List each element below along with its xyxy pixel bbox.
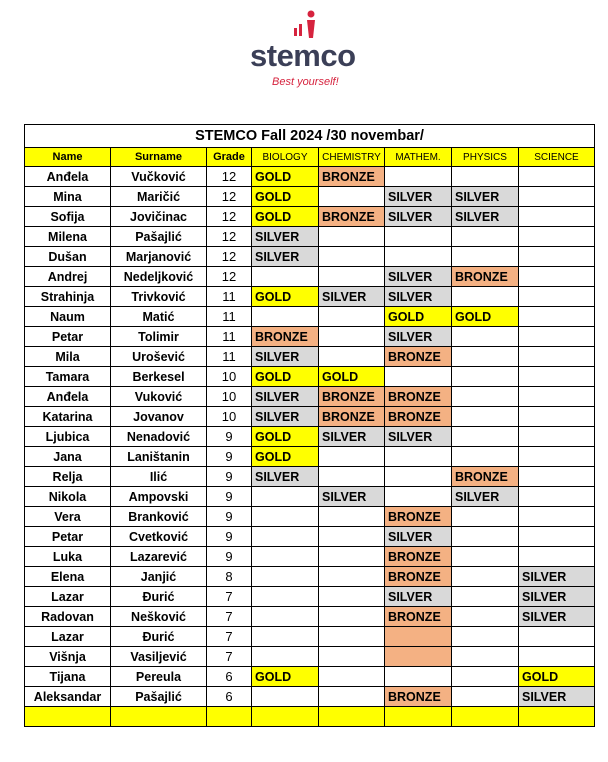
medal-biology (252, 587, 319, 607)
student-name: Relja (25, 467, 111, 487)
medal-physics (452, 627, 519, 647)
student-name: Višnja (25, 647, 111, 667)
student-surname: Pereula (111, 667, 207, 687)
header-chemistry: CHEMISTRY (319, 148, 385, 167)
stemco-figure-icon (280, 10, 330, 40)
student-grade: 9 (207, 507, 252, 527)
table-row (25, 227, 595, 247)
medal-mathem: SILVER (385, 587, 452, 607)
medal-biology (252, 627, 319, 647)
student-name: Milena (25, 227, 111, 247)
medal-mathem: SILVER (385, 267, 452, 287)
medal-physics (452, 547, 519, 567)
medal-biology: GOLD (252, 447, 319, 467)
footer-cell (25, 707, 111, 727)
medal-science (519, 427, 595, 447)
medal-mathem: SILVER (385, 527, 452, 547)
medal-physics: SILVER (452, 187, 519, 207)
table-row (25, 367, 595, 387)
medal-biology: SILVER (252, 347, 319, 367)
student-surname: Matić (111, 307, 207, 327)
medal-mathem: SILVER (385, 207, 452, 227)
header-grade: Grade (207, 148, 252, 167)
header-physics: PHYSICS (452, 148, 519, 167)
medal-mathem: BRONZE (385, 387, 452, 407)
medal-science (519, 307, 595, 327)
student-name: Andrej (25, 267, 111, 287)
medal-chemistry: GOLD (319, 367, 385, 387)
medal-physics (452, 367, 519, 387)
student-surname: Marjanović (111, 247, 207, 267)
medal-physics: SILVER (452, 207, 519, 227)
medal-biology: SILVER (252, 387, 319, 407)
medal-chemistry: BRONZE (319, 387, 385, 407)
medal-chemistry: BRONZE (319, 167, 385, 187)
table-row (25, 387, 595, 407)
medal-biology (252, 567, 319, 587)
footer-cell (252, 707, 319, 727)
student-grade: 7 (207, 647, 252, 667)
student-surname: Lazarević (111, 547, 207, 567)
medal-science: SILVER (519, 587, 595, 607)
table-row (25, 267, 595, 287)
medal-biology: GOLD (252, 207, 319, 227)
table-row (25, 287, 595, 307)
student-grade: 8 (207, 567, 252, 587)
student-name: Aleksandar (25, 687, 111, 707)
medal-chemistry (319, 527, 385, 547)
medal-physics (452, 227, 519, 247)
medal-biology: GOLD (252, 427, 319, 447)
medal-science: SILVER (519, 607, 595, 627)
header-surname: Surname (111, 148, 207, 167)
student-surname: Cvetković (111, 527, 207, 547)
student-grade: 9 (207, 527, 252, 547)
medal-science (519, 527, 595, 547)
medal-mathem: BRONZE (385, 567, 452, 587)
student-surname: Nenadović (111, 427, 207, 447)
medal-physics (452, 667, 519, 687)
table-row (25, 327, 595, 347)
table-row (25, 247, 595, 267)
header-biology: BIOLOGY (252, 148, 319, 167)
medal-physics (452, 607, 519, 627)
student-name: Tamara (25, 367, 111, 387)
table-row (25, 647, 595, 667)
medal-mathem (385, 667, 452, 687)
medal-mathem: GOLD (385, 307, 452, 327)
student-grade: 11 (207, 287, 252, 307)
student-surname: Vasiljević (111, 647, 207, 667)
table-row (25, 407, 595, 427)
medal-science (519, 447, 595, 467)
medal-physics (452, 647, 519, 667)
medal-physics (452, 167, 519, 187)
medal-science (519, 287, 595, 307)
medal-chemistry (319, 447, 385, 467)
medal-science (519, 267, 595, 287)
medal-science (519, 487, 595, 507)
medal-physics (452, 447, 519, 467)
footer-row (25, 707, 595, 727)
student-name: Mila (25, 347, 111, 367)
footer-cell (207, 707, 252, 727)
medal-chemistry (319, 647, 385, 667)
student-surname: Đurić (111, 627, 207, 647)
medal-chemistry (319, 267, 385, 287)
medal-physics (452, 687, 519, 707)
student-grade: 9 (207, 427, 252, 447)
medal-chemistry (319, 227, 385, 247)
medal-mathem: SILVER (385, 287, 452, 307)
table-row (25, 187, 595, 207)
student-name: Sofija (25, 207, 111, 227)
student-name: Anđela (25, 387, 111, 407)
student-surname: Tolimir (111, 327, 207, 347)
student-grade: 12 (207, 167, 252, 187)
table-row (25, 307, 595, 327)
medal-biology: BRONZE (252, 327, 319, 347)
table-row (25, 667, 595, 687)
student-name: Jana (25, 447, 111, 467)
student-grade: 7 (207, 627, 252, 647)
student-grade: 10 (207, 387, 252, 407)
medal-science (519, 327, 595, 347)
medal-science (519, 247, 595, 267)
student-name: Anđela (25, 167, 111, 187)
medal-biology (252, 307, 319, 327)
student-grade: 10 (207, 407, 252, 427)
medal-mathem (385, 467, 452, 487)
medal-physics: BRONZE (452, 467, 519, 487)
student-surname: Maričić (111, 187, 207, 207)
student-grade: 12 (207, 227, 252, 247)
medal-biology: GOLD (252, 167, 319, 187)
medal-physics: BRONZE (452, 267, 519, 287)
medal-science (519, 507, 595, 527)
medal-science (519, 187, 595, 207)
header-mathem: MATHEM. (385, 148, 452, 167)
student-surname: Ilić (111, 467, 207, 487)
footer-cell (519, 707, 595, 727)
medal-mathem (385, 447, 452, 467)
medal-chemistry (319, 347, 385, 367)
student-surname: Jovanov (111, 407, 207, 427)
student-surname: Trivković (111, 287, 207, 307)
header-name: Name (25, 148, 111, 167)
student-name: Dušan (25, 247, 111, 267)
header-row (25, 148, 595, 167)
table-row (25, 567, 595, 587)
table-row (25, 527, 595, 547)
table-row (25, 587, 595, 607)
table-row (25, 167, 595, 187)
medal-biology: SILVER (252, 247, 319, 267)
student-grade: 7 (207, 587, 252, 607)
footer-cell (319, 707, 385, 727)
table-row (25, 607, 595, 627)
medal-biology (252, 507, 319, 527)
student-grade: 6 (207, 687, 252, 707)
medal-chemistry (319, 247, 385, 267)
student-grade: 12 (207, 267, 252, 287)
medal-physics (452, 287, 519, 307)
medal-biology (252, 547, 319, 567)
student-grade: 6 (207, 667, 252, 687)
medal-chemistry (319, 667, 385, 687)
student-surname: Vuković (111, 387, 207, 407)
medal-biology (252, 607, 319, 627)
medal-science (519, 467, 595, 487)
medal-physics: SILVER (452, 487, 519, 507)
student-surname: Vučković (111, 167, 207, 187)
medal-chemistry (319, 467, 385, 487)
footer-cell (385, 707, 452, 727)
student-surname: Berkesel (111, 367, 207, 387)
medal-physics (452, 327, 519, 347)
medal-chemistry: BRONZE (319, 407, 385, 427)
footer-cell (111, 707, 207, 727)
student-grade: 12 (207, 207, 252, 227)
brand-tagline: Best yourself! (272, 76, 339, 88)
medal-mathem: BRONZE (385, 687, 452, 707)
medal-biology: SILVER (252, 467, 319, 487)
student-grade: 9 (207, 447, 252, 467)
student-name: Lazar (25, 587, 111, 607)
student-name: Nikola (25, 487, 111, 507)
student-surname: Janjić (111, 567, 207, 587)
medal-mathem: BRONZE (385, 547, 452, 567)
medal-chemistry (319, 607, 385, 627)
medal-biology (252, 527, 319, 547)
medal-physics: GOLD (452, 307, 519, 327)
student-grade: 9 (207, 467, 252, 487)
medal-chemistry (319, 627, 385, 647)
medal-mathem (385, 227, 452, 247)
table-row (25, 487, 595, 507)
table-row (25, 207, 595, 227)
student-name: Katarina (25, 407, 111, 427)
medal-chemistry (319, 547, 385, 567)
medal-physics (452, 387, 519, 407)
medal-mathem (385, 647, 452, 667)
student-surname: Laništanin (111, 447, 207, 467)
medal-biology (252, 267, 319, 287)
medal-mathem: BRONZE (385, 607, 452, 627)
medal-biology: GOLD (252, 667, 319, 687)
student-grade: 11 (207, 307, 252, 327)
medal-chemistry: SILVER (319, 487, 385, 507)
medal-mathem: SILVER (385, 327, 452, 347)
student-name: Elena (25, 567, 111, 587)
medal-science (519, 167, 595, 187)
medal-science: SILVER (519, 567, 595, 587)
student-surname: Pašajlić (111, 687, 207, 707)
medal-mathem (385, 627, 452, 647)
medal-science: SILVER (519, 687, 595, 707)
header-science: SCIENCE (519, 148, 595, 167)
medal-mathem (385, 487, 452, 507)
student-surname: Ampovski (111, 487, 207, 507)
medal-physics (452, 247, 519, 267)
medal-mathem (385, 247, 452, 267)
student-name: Mina (25, 187, 111, 207)
medal-science (519, 627, 595, 647)
student-surname: Nedeljković (111, 267, 207, 287)
student-name: Petar (25, 527, 111, 547)
student-grade: 7 (207, 607, 252, 627)
student-grade: 12 (207, 187, 252, 207)
medal-biology (252, 487, 319, 507)
medal-biology (252, 647, 319, 667)
medal-chemistry (319, 307, 385, 327)
table-row (25, 627, 595, 647)
student-grade: 11 (207, 327, 252, 347)
table-row (25, 467, 595, 487)
student-surname: Branković (111, 507, 207, 527)
student-grade: 9 (207, 547, 252, 567)
table-row (25, 547, 595, 567)
medal-chemistry (319, 587, 385, 607)
student-grade: 9 (207, 487, 252, 507)
table-title: STEMCO Fall 2024 /30 novembar/ (25, 125, 595, 148)
medal-chemistry (319, 507, 385, 527)
medal-biology: SILVER (252, 227, 319, 247)
medal-physics (452, 427, 519, 447)
brand-name: stemco (250, 38, 356, 73)
medal-chemistry (319, 187, 385, 207)
medal-science (519, 387, 595, 407)
table-row (25, 507, 595, 527)
medal-chemistry (319, 687, 385, 707)
medal-science (519, 347, 595, 367)
student-surname: Nešković (111, 607, 207, 627)
stemco-logo (250, 10, 362, 90)
medal-mathem: SILVER (385, 427, 452, 447)
student-name: Lazar (25, 627, 111, 647)
table-row (25, 687, 595, 707)
medal-science (519, 367, 595, 387)
medal-mathem: BRONZE (385, 407, 452, 427)
results-table (24, 124, 595, 727)
student-surname: Jovičinac (111, 207, 207, 227)
medal-biology: SILVER (252, 407, 319, 427)
medal-mathem (385, 367, 452, 387)
medal-biology: GOLD (252, 287, 319, 307)
footer-cell (452, 707, 519, 727)
table-row (25, 447, 595, 467)
student-surname: Đurić (111, 587, 207, 607)
medal-chemistry: SILVER (319, 427, 385, 447)
medal-science (519, 647, 595, 667)
student-name: Luka (25, 547, 111, 567)
medal-science (519, 207, 595, 227)
medal-science (519, 227, 595, 247)
student-grade: 12 (207, 247, 252, 267)
medal-physics (452, 347, 519, 367)
medal-physics (452, 527, 519, 547)
table-row (25, 427, 595, 447)
medal-physics (452, 587, 519, 607)
student-surname: Pašajlić (111, 227, 207, 247)
student-grade: 11 (207, 347, 252, 367)
student-name: Radovan (25, 607, 111, 627)
medal-science (519, 547, 595, 567)
medal-mathem: BRONZE (385, 507, 452, 527)
medal-biology (252, 687, 319, 707)
medal-science: GOLD (519, 667, 595, 687)
medal-mathem (385, 167, 452, 187)
medal-chemistry (319, 567, 385, 587)
medal-mathem: BRONZE (385, 347, 452, 367)
medal-science (519, 407, 595, 427)
medal-physics (452, 407, 519, 427)
medal-physics (452, 507, 519, 527)
medal-biology: GOLD (252, 187, 319, 207)
student-name: Vera (25, 507, 111, 527)
student-grade: 10 (207, 367, 252, 387)
medal-chemistry: BRONZE (319, 207, 385, 227)
medal-physics (452, 567, 519, 587)
student-name: Petar (25, 327, 111, 347)
medal-mathem: SILVER (385, 187, 452, 207)
medal-chemistry: SILVER (319, 287, 385, 307)
medal-biology: GOLD (252, 367, 319, 387)
student-surname: Urošević (111, 347, 207, 367)
medal-chemistry (319, 327, 385, 347)
student-name: Ljubica (25, 427, 111, 447)
student-name: Tijana (25, 667, 111, 687)
student-name: Strahinja (25, 287, 111, 307)
table-row (25, 347, 595, 367)
student-name: Naum (25, 307, 111, 327)
